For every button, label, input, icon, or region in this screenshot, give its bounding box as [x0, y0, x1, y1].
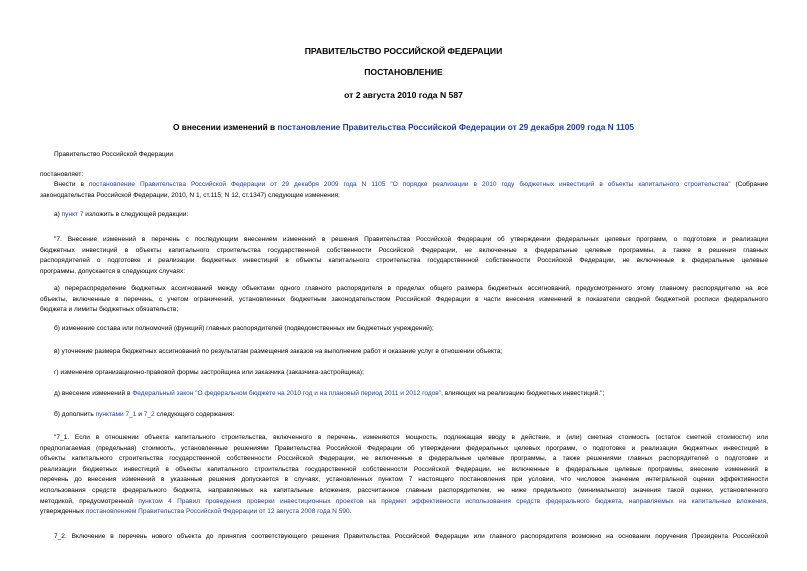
subclause-b: б) изменение состава или полномочий (функций) главных распорядителей (подведомственных им бюджетных учреждений); — [54, 325, 434, 332]
doc-type-title: ПОСТАНОВЛЕНИЕ — [364, 67, 443, 77]
clause-7-1-line-5: перечень до внесения изменений в указанные решения допускается в случаях, установленных пунктом 7 настоящего постановления при условии, что числовое значение интегральной оценки эффективности — [40, 476, 768, 484]
clause-7-1-line-7-prefix: методикой, предусмотренной — [40, 497, 139, 505]
subclause-g: г) изменение организационно-правовой формы застройщика или заказчика (заказчика-застройщика); — [54, 369, 364, 376]
clause-7-1-line-8-suffix: . — [349, 508, 352, 516]
doc-date-number: от 2 августа 2010 года N 587 — [344, 90, 463, 100]
clause-7-line-3: распорядителей о подготовке и реализации бюджетных инвестиций в объекты капитального строительства государственной собственности Российской Федерации, не включенные в федеральные целевые — [40, 257, 768, 265]
resolution-1105-link[interactable]: постановление Правительства Российской Федерации от 29 декабря 2009 года N 1105 "О порядке реализации в 2010 году бюджетных инвестиций в объекты капитального строительства" — [88, 181, 731, 188]
intro-line-2: законодательства Российской Федерации, 2010, N 1, ст.115; N 12, ст.1347) следующие изменения: — [40, 191, 340, 199]
clause-7-line-1: "7. Внесение изменений в перечень с последующим внесением изменений в решения Правительства Российской Федерации об утверждении федеральных целевых программ, о подготовке и реализации — [54, 236, 768, 243]
clause-7-1-line-6: использования средств федерального бюджета, направляемых на капитальные вложения, рассчитанное главным распорядителем, не ниже предельного (минимального) значения такой оценки, установленного — [40, 486, 768, 494]
clause-7-1-line-8 — [40, 508, 351, 515]
paragraph-intro — [40, 180, 768, 201]
subclause-d — [54, 389, 782, 400]
resolution-590-link[interactable]: постановлением Правительства Российской Федерации от 12 августа 2008 года N 590 — [85, 508, 350, 516]
doc-subject — [0, 122, 807, 132]
clause-7-1-line-7 — [40, 497, 768, 508]
item-b-prefix: б) дополнить — [54, 411, 96, 418]
subclause-v: в) уточнение размера бюджетных ассигнований по результатам размещения заказов на выполнение работ и оказание услуг в отношении объекта; — [54, 348, 503, 355]
resolves-line: постановляет: — [40, 171, 84, 178]
item-a — [54, 210, 782, 221]
subclause-a-line-1: а) перераспределение бюджетных ассигнований между объектами одного главного распорядителя в пределах общего размера бюджетных ассигнований, предусмотренного этому главному распорядителю на все — [54, 285, 768, 292]
federal-law-link[interactable]: Федеральный закон "О федеральном бюджете на 2010 год и на плановый период 2011 и 2012 годов" — [132, 390, 442, 397]
clause-7-1 — [40, 433, 768, 518]
clause-7-1-line-8-prefix: утвержденных — [40, 508, 86, 516]
punkt-7-2-link[interactable]: 7_2 — [143, 411, 155, 418]
subject-link[interactable]: постановление Правительства Российской Федерации от 29 декабря 2009 года N 1105 — [277, 122, 634, 132]
punkt-7-link[interactable]: пункт 7 — [61, 211, 84, 218]
item-b-and: и — [136, 411, 144, 418]
clause-7-1-line-2: предполагаемая (предельная) стоимость, установленные решениями Правительства Российской Федерации об утверждении федеральных целевых программ, о подготовке и реализации бюджетных инвестиций в — [40, 444, 768, 452]
gov-line: Правительство Российской Федерации — [54, 151, 174, 158]
intro-line-1 — [40, 180, 768, 191]
intro-text-a: Внести в — [54, 181, 89, 188]
clause-7-1-line-3: объекты капитального строительства государственной собственности Российской Федерации, не включенные в федеральные целевые программы, а также решениями главных распорядителей о подготовке и — [40, 455, 768, 463]
clause-7 — [40, 235, 768, 277]
clause-7-1-line-1: "7_1. Если в отношении объекта капитального строительства, включенного в перечень, изменяются мощность, подлежащая вводу в действие, и (или) сметная стоимость (остаток сметной стоимости) или — [54, 434, 768, 441]
clause-7-2 — [40, 532, 768, 543]
subclause-d-suffix: , влияющих на реализацию бюджетных инвестиций."; — [441, 390, 605, 397]
item-a-suffix: изложить в следующей редакции: — [83, 211, 189, 218]
item-b-suffix: следующего содержания: — [154, 411, 235, 418]
punkt-7-1-link[interactable]: пунктами 7_1 — [95, 411, 137, 418]
intro-text-b: (Собрание — [730, 181, 768, 188]
clause-7-line-4: программы, допускается в следующих случаях: — [40, 267, 186, 275]
subclause-d-prefix: д) внесение изменений в — [54, 390, 133, 397]
rules-punkt-4-link[interactable]: пунктом 4 Правил проведения проверки инвестиционных проектов на предмет эффективности использования средств федерального бюджета, направляемых на капитальные вложения — [138, 497, 767, 505]
subclause-a-line-3: бюджета и лимиты бюджетных обязательств; — [40, 306, 179, 314]
authority-title: ПРАВИТЕЛЬСТВО РОССИЙСКОЙ ФЕДЕРАЦИИ — [304, 46, 503, 56]
clause-7-line-2: бюджетных инвестиций в объекты капитального строительства государственной собственности Российской Федерации, не включенные в федеральные целевые программы, а также в решения главных — [40, 246, 768, 254]
item-b — [54, 410, 782, 421]
clause-7-1-line-7-suffix: , — [766, 497, 768, 505]
clause-7-1-line-4: реализации бюджетных инвестиций в объекты капитального строительства государственной собственности Российской Федерации, не включенные в федеральные целевые программы, внесение изменений в — [40, 465, 768, 473]
item-a-prefix: а) — [54, 211, 62, 218]
clause-7-2-line-1: 7_2. Включение в перечень нового объекта до принятия соответствующего решения Правительства Российской Федерации или главного распорядителя возможно на основании поручения Президента Российской — [54, 533, 768, 540]
subject-prefix: О внесении изменений в — [173, 122, 278, 132]
subclause-a-line-2: объекты, включенные в перечень, с учетом ограничений, установленных бюджетным законодательством Российской Федерации в части внесения изменений в показатели сводной бюджетной росписи федерального — [40, 295, 768, 303]
subclause-a — [40, 284, 768, 316]
